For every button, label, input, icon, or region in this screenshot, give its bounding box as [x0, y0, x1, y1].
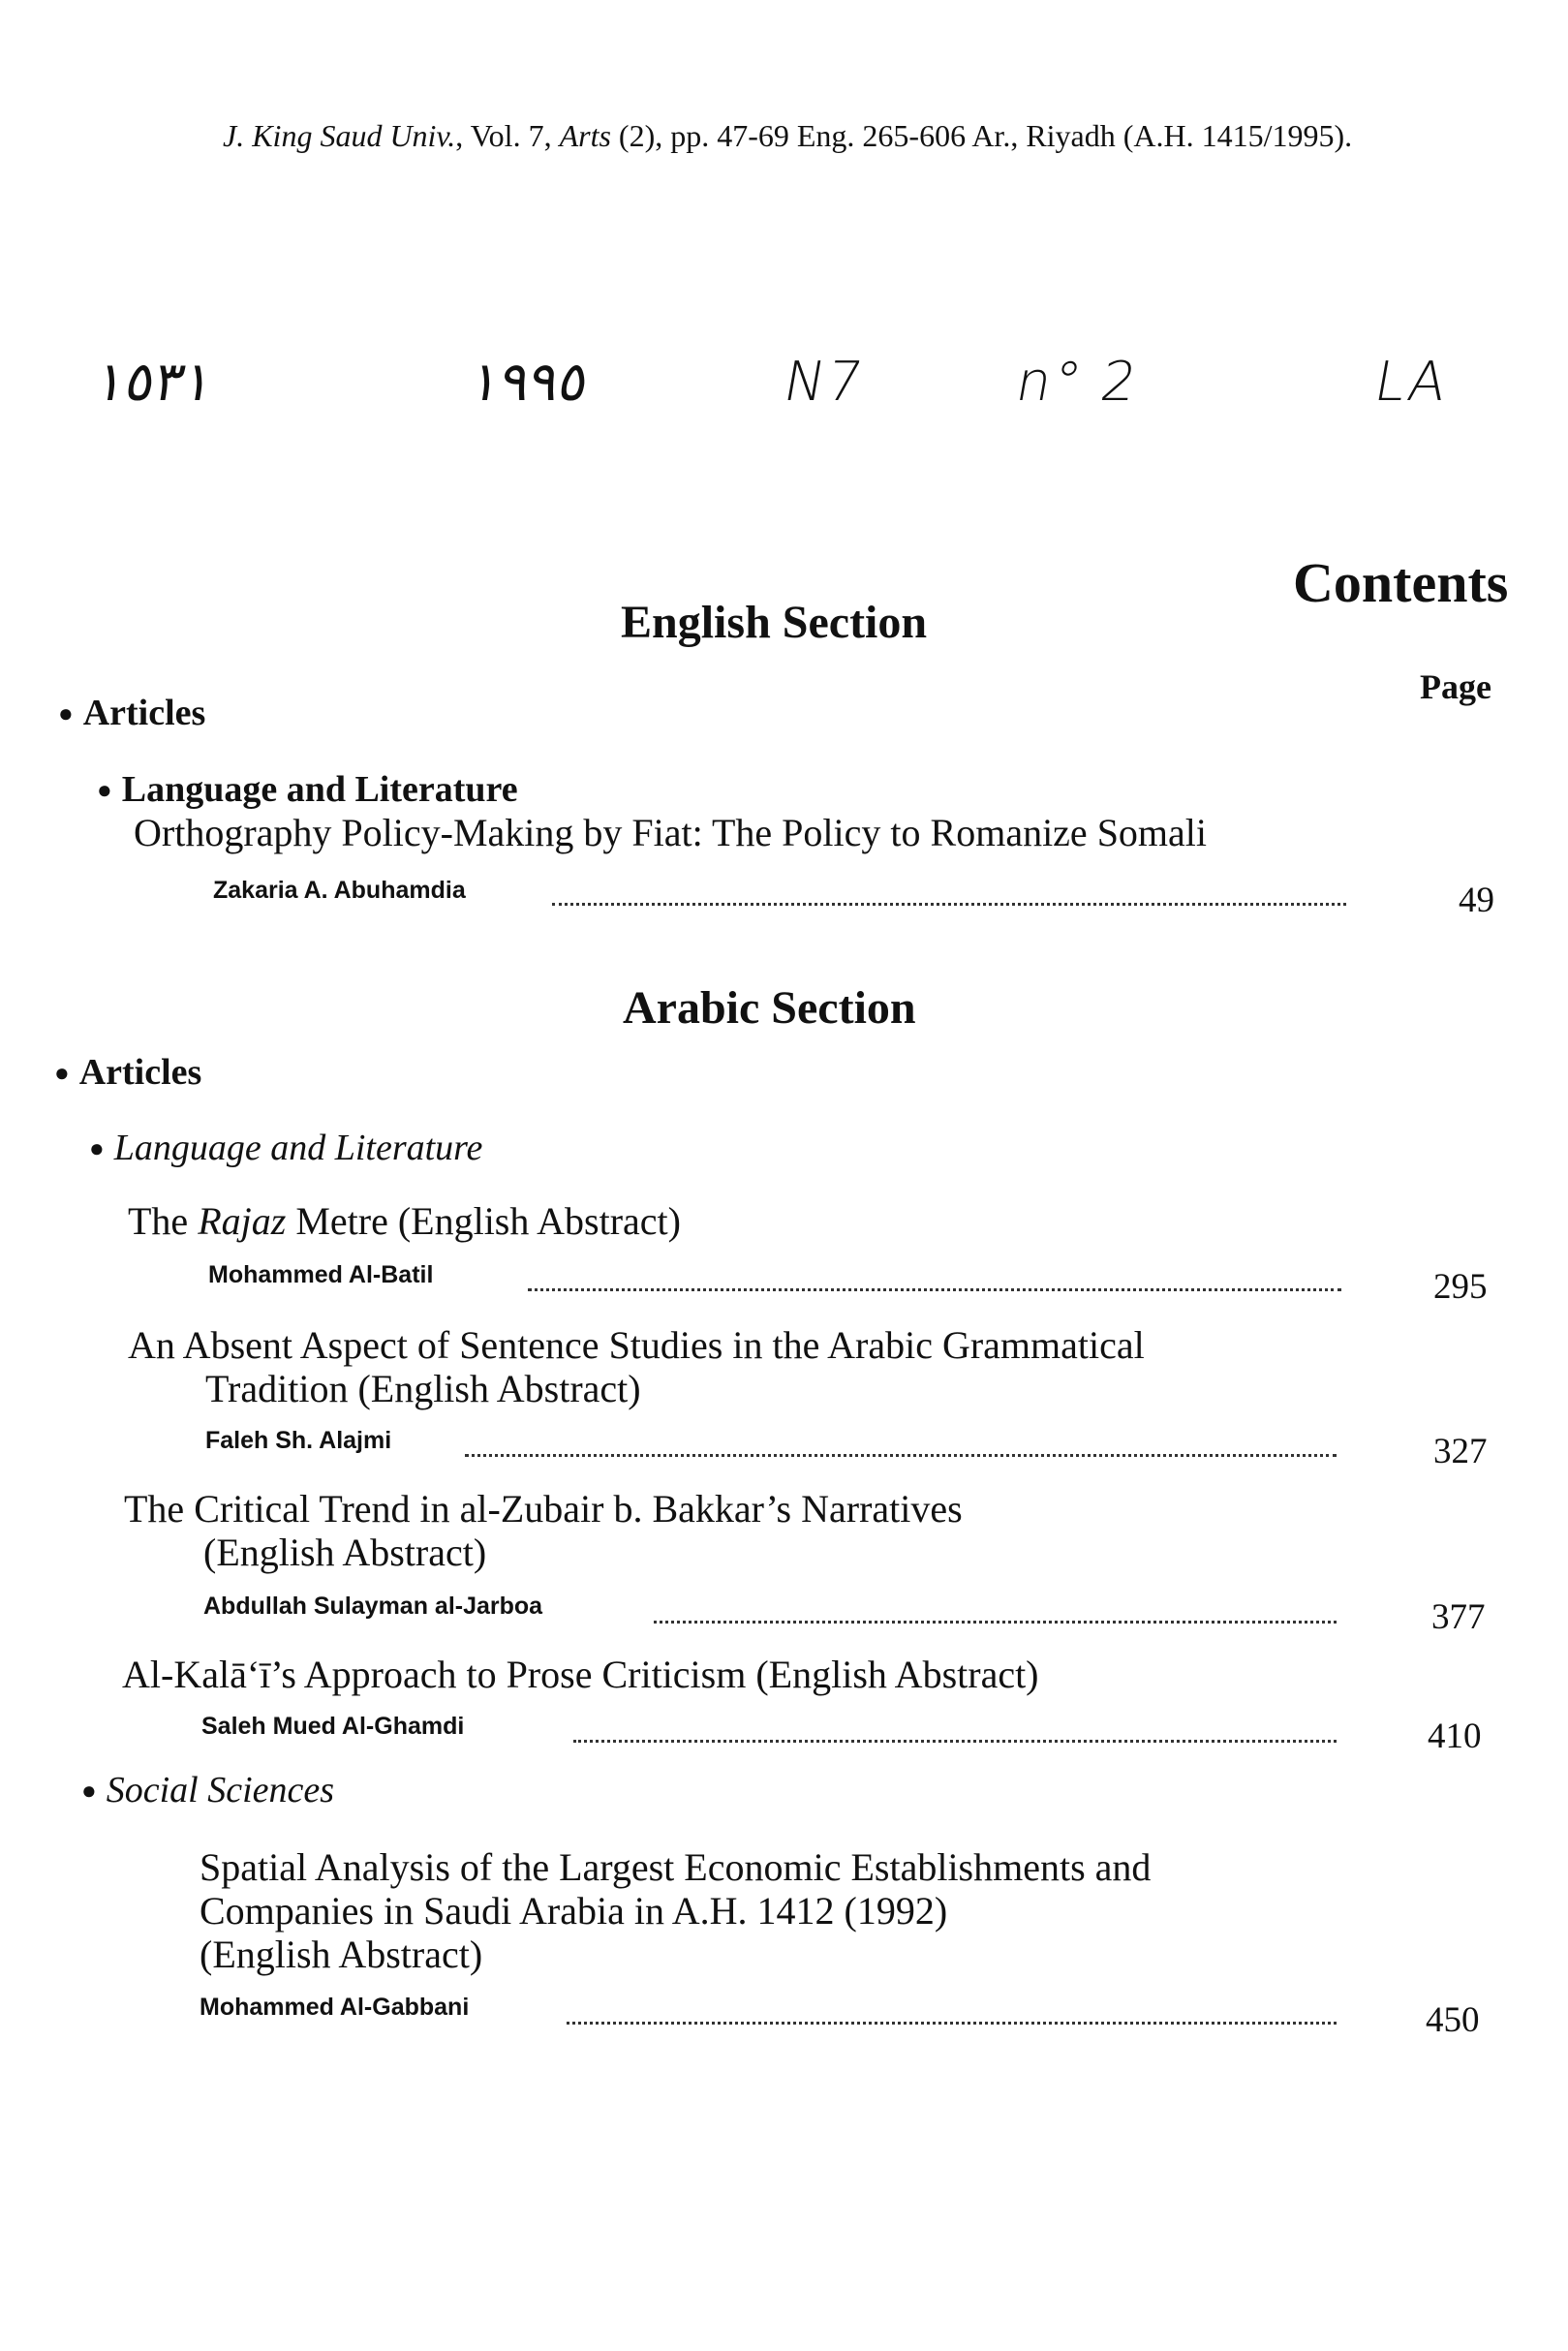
entry-title-line1: Spatial Analysis of the Largest Economic Establishments and	[200, 1845, 1152, 1889]
handwritten-issue: n° 2	[1011, 351, 1144, 414]
entry-title-post: Metre (English Abstract)	[286, 1199, 681, 1243]
ar-articles-heading: ● Articles	[54, 1051, 201, 1094]
entry-title-line2: (English Abstract)	[203, 1531, 487, 1574]
entry-author: Faleh Sh. Alajmi	[205, 1427, 392, 1454]
english-section-title: English Section	[621, 597, 928, 648]
dot-leader	[552, 903, 1346, 906]
entry-title-pre: The	[128, 1199, 199, 1243]
entry-title: Al-Kalā‘ī’s Approach to Prose Criticism (English Abstract)	[122, 1653, 1039, 1696]
citation-journal: J. King Saud Univ.	[223, 118, 456, 153]
handwritten-number: ١٥٣١	[91, 351, 220, 414]
dot-leader	[567, 2022, 1337, 2025]
arabic-section-title: Arabic Section	[623, 982, 916, 1034]
en-articles-heading: ● Articles	[58, 692, 205, 734]
dot-leader	[465, 1454, 1337, 1457]
entry-title-line1: The Critical Trend in al-Zubair b. Bakkar’s Narratives	[124, 1487, 963, 1531]
entry-page: 377	[1431, 1597, 1486, 1637]
entry-title-line3: (English Abstract)	[200, 1933, 483, 1976]
entry-title	[128, 1199, 681, 1244]
entry-title-italic: Rajaz	[198, 1199, 287, 1243]
handwritten-year: ١٩٩٥	[466, 351, 595, 414]
entry-page: 450	[1426, 2000, 1480, 2040]
entry-author: Mohammed Al-Gabbani	[200, 1994, 470, 2021]
contents-title: Contents	[1293, 551, 1509, 614]
entry-title-line1: An Absent Aspect of Sentence Studies in the Arabic Grammatical	[128, 1323, 1145, 1367]
handwritten-code: LA	[1369, 351, 1454, 414]
handwritten-volume: N7	[779, 351, 870, 414]
entry-page: 295	[1433, 1267, 1488, 1307]
ar-category-social-sciences: ● Social Sciences	[81, 1769, 334, 1811]
entry-author: Saleh Mued Al-Ghamdi	[201, 1713, 465, 1740]
entry-title-line2: Tradition (English Abstract)	[205, 1367, 641, 1410]
entry-author: Abdullah Sulayman al-Jarboa	[203, 1593, 543, 1620]
citation-arts: Arts	[559, 118, 611, 153]
page-column-heading: Page	[1420, 667, 1491, 706]
en-category-language-literature: ● Language and Literature	[97, 768, 518, 811]
entry-page: 410	[1428, 1717, 1482, 1756]
entry-title: Orthography Policy-Making by Fiat: The Policy to Romanize Somali	[134, 811, 1208, 854]
citation-details: (2), pp. 47-69 Eng. 265-606 Ar., Riyadh (A.H. 1415/1995).	[610, 118, 1353, 153]
entry-title-line2: Companies in Saudi Arabia in A.H. 1412 (1992)	[200, 1889, 948, 1933]
entry-author: Zakaria A. Abuhamdia	[213, 877, 466, 904]
dot-leader	[573, 1740, 1337, 1743]
dot-leader	[654, 1621, 1337, 1624]
entry-page: 327	[1433, 1432, 1488, 1471]
entry-author: Mohammed Al-Batil	[208, 1261, 434, 1288]
ar-category-language-literature: ● Language and Literature	[89, 1127, 482, 1169]
entry-page: 49	[1459, 881, 1494, 920]
dot-leader	[528, 1288, 1341, 1291]
journal-citation	[223, 118, 1352, 154]
citation-volume: , Vol. 7,	[455, 118, 560, 153]
